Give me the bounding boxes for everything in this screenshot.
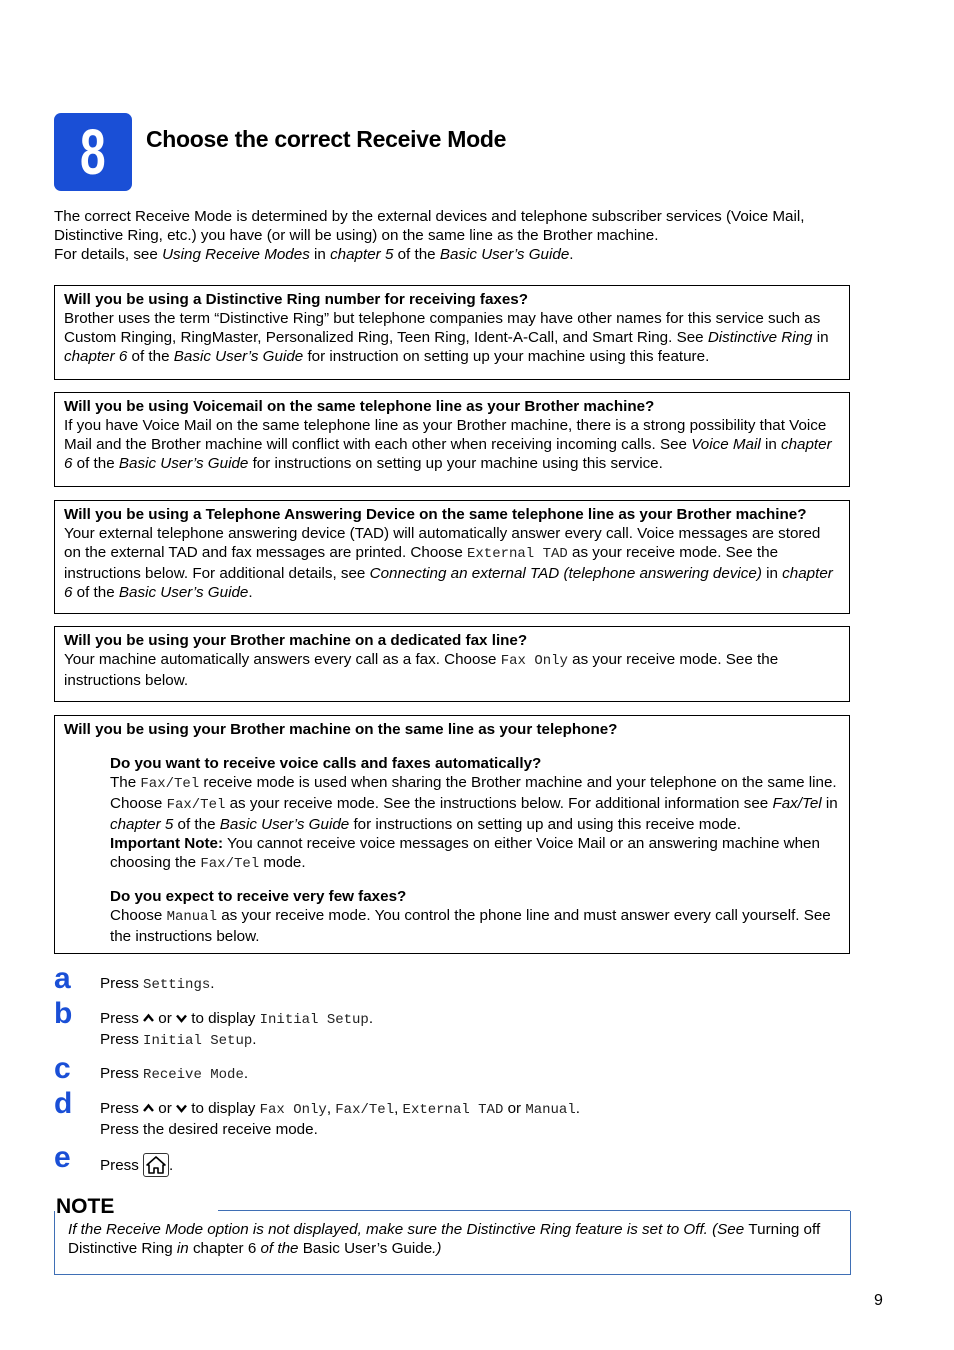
box-body: Brother uses the term “Distinctive Ring” but telephone companies may have other names for this service such as Custom Ringing, RingMaster, Personalized Ring, Teen Ring, Ident-A-Call, and Smart Ring. See Distinctive Ring in chapter 6 of the Basic User’s Guide for instruction on setting up your machine using this feature. bbox=[64, 310, 829, 365]
distinctive-ring-box bbox=[54, 285, 850, 380]
box-question: Will you be using a Distinctive Ring number for receiving faxes? bbox=[64, 291, 529, 308]
note-title: NOTE bbox=[56, 1195, 115, 1218]
step-text: Press or to display Fax Only, Fax/Tel, External TAD or Manual. Press the desired receive mode. bbox=[100, 1100, 580, 1138]
box-body: Your external telephone answering device (TAD) will automatically answer every call. Voice messages are stored on the external TAD and fax messages are printed. Choose External TAD as your receive mode. See the instructions below. For additional details, see Connecting an external TAD (telephone answering device) in chapter 6 of the Basic User’s Guide. bbox=[64, 525, 833, 601]
step-text: Press . bbox=[100, 1153, 850, 1177]
sub-body: Choose Manual as your receive mode. You control the phone line and must answer every call yourself. See the instructions below. bbox=[110, 907, 831, 945]
sub-question: Do you want to receive voice calls and faxes automatically? bbox=[110, 755, 542, 772]
box-question: Will you be using your Brother machine on a dedicated fax line? bbox=[64, 632, 528, 649]
sub-question: Do you expect to receive very few faxes? bbox=[110, 888, 407, 905]
page-number: 9 bbox=[874, 1292, 883, 1309]
same-line-box bbox=[54, 715, 850, 954]
step-number-badge: 8 bbox=[54, 113, 132, 191]
step-text: Press Receive Mode. bbox=[100, 1065, 249, 1083]
up-arrow-icon bbox=[143, 1102, 154, 1114]
dedicated-fax-box bbox=[54, 626, 850, 702]
important-note: Important Note: You cannot receive voice messages on either Voice Mail or an answering machine when choosing the Fax/Tel mode. bbox=[110, 835, 820, 872]
tad-box bbox=[54, 500, 850, 614]
note-text: If the Receive Mode option is not displayed, make sure the Distinctive Ring feature is set to Off. (See Turning off Distinctive Ring in chapter 6 of the Basic User’s Guide.) bbox=[68, 1221, 821, 1257]
box-body: Your machine automatically answers every call as a fax. Choose Fax Only as your receive mode. See the instructions below. bbox=[64, 651, 779, 689]
few-faxes-subsection bbox=[110, 887, 840, 946]
down-arrow-icon bbox=[176, 1102, 187, 1114]
down-arrow-icon bbox=[176, 1012, 187, 1024]
voicemail-box bbox=[54, 392, 850, 487]
note-box bbox=[54, 1211, 851, 1275]
home-icon bbox=[143, 1153, 169, 1177]
sub-body: The Fax/Tel receive mode is used when sharing the Brother machine and your telephone on the same line. Choose Fax/Tel as your receive mode. See the instructions below. For additional information see Fax/Tel in chapter 5 of the Basic User’s Guide for instructions on setting up and using this receive mode. bbox=[110, 774, 838, 833]
box-question: Will you be using your Brother machine on the same line as your telephone? bbox=[64, 721, 618, 738]
page-title: Choose the correct Receive Mode bbox=[146, 126, 507, 152]
intro-text: The correct Receive Mode is determined by the external devices and telephone subscriber services (Voice Mail, Distinctive Ring, etc.) you have (or will be using) on the same line as the Brother machine. bbox=[54, 208, 805, 244]
step-letter: b bbox=[54, 997, 73, 1030]
box-body: If you have Voice Mail on the same telephone line as your Brother machine, there is a strong possibility that Voice Mail and the Brother machine will conflict with each other when receiving incoming calls. See Voice Mail in chapter 6 of the Basic User’s Guide for instructions on setting up your machine using this service. bbox=[64, 417, 832, 472]
box-question: Will you be using a Telephone Answering Device on the same telephone line as your Brother machine? bbox=[64, 506, 807, 523]
step-letter: a bbox=[54, 962, 71, 995]
auto-subsection bbox=[110, 754, 840, 874]
step-letter: d bbox=[54, 1087, 73, 1120]
box-question: Will you be using Voicemail on the same telephone line as your Brother machine? bbox=[64, 398, 655, 415]
step-letter: c bbox=[54, 1052, 71, 1085]
step-text: Press or to display Initial Setup. Press Initial Setup. bbox=[100, 1010, 374, 1049]
step-letter: e bbox=[54, 1141, 71, 1174]
up-arrow-icon bbox=[143, 1012, 154, 1024]
intro-paragraph bbox=[54, 207, 854, 264]
intro-details: For details, see Using Receive Modes in chapter 5 of the Basic User’s Guide. bbox=[54, 246, 574, 263]
step-text: Press Settings. bbox=[100, 975, 215, 993]
